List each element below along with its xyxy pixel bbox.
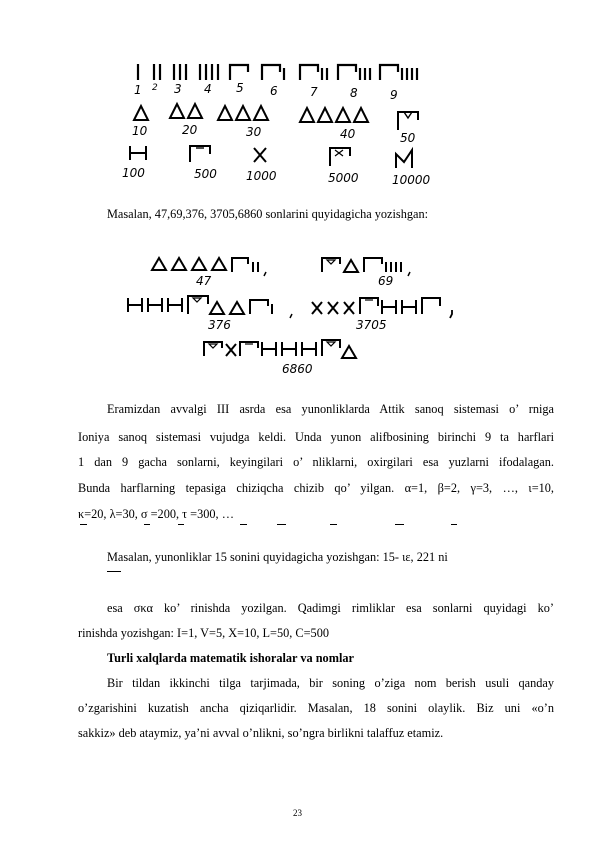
overline-mark [107,571,121,572]
attic-examples-figure [120,252,460,382]
para2-line: rinishda yozishgan: I=1, V=5, X=10, L=50, C=500 [78,626,329,640]
example-label: 47 [196,274,212,288]
example-label: 6860 [282,362,313,376]
overline-mark [178,524,184,525]
page-number: 23 [293,808,302,818]
overline-mark [80,524,87,525]
para2-line: esa σκα ko’ rinishda yozilgan. Qadimgi rimliklar esa sonlarni quyidagi ko’ [107,601,554,615]
numeral-label: 30 [246,125,262,139]
attic-tens-row [134,104,418,130]
numeral-label: 5 [236,81,244,95]
overline-mark [451,524,457,525]
para1-line: Bunda harflarning tepasiga chiziqcha chizib qo’ yilgan. α=1, β=2, γ=3, …, ι=10, [78,481,554,495]
para1-line: Eramizdan avvalgi III asrda esa yunonliklarda Attik sanoq sistemasi o’ rniga [107,402,554,416]
example-6860 [204,340,356,358]
numeral-label: 50 [400,131,416,145]
numeral-label: 1 [134,83,142,97]
numeral-label: 8 [350,86,358,100]
numeral-label: 5000 [328,171,359,185]
section-heading: Turli xalqlarda matematik ishoralar va nomlar [107,651,354,665]
example-label: 3705 [356,318,387,332]
numeral-label: 100 [122,166,145,180]
para1-line: κ=20, λ=30, σ =200, τ =300, … [78,507,234,521]
example-label: 376 [208,318,231,332]
numeral-label: 6 [270,84,278,98]
para1-line: 1 dan 9 gacha sonlarni, keyingilari o’ nliklarni, oxirgilari esa yuzlarni ifodalagan. [78,455,554,469]
example-376 [128,296,292,318]
numeral-label: 500 [194,167,217,181]
caption-examples: Masalan, 47,69,376, 3705,6860 sonlarini quyidagicha yozishgan: [107,207,429,221]
overline-mark [277,524,286,525]
attic-numerals-table [108,50,448,190]
numeral-label: 2 [152,83,158,93]
numeral-label: 10000 [392,173,431,187]
para3-line: Bir tildan ikkinchi tilga tarjimada, bir soning o’ziga nom berish usuli qanday [107,676,554,690]
attic-hundreds-row [130,146,412,168]
numeral-label: 10 [132,124,148,138]
attic-digits-row [138,64,417,80]
example-69 [322,258,410,276]
example-label: 69 [378,274,394,288]
para3-line: o’zgarishini kuzatish ancha qiziqarlidir. Masalan, 18 sonini olaylik. Biz uni «o’n [78,701,554,715]
overline-mark [144,524,150,525]
numeral-label: 7 [310,85,318,99]
numeral-label: 20 [182,123,198,137]
para1-line: Ioniya sanoq sistemasi vujudga keldi. Unda yunon alifbosining birinchi 9 ta harflari [78,430,554,444]
numeral-label: 3 [174,82,182,96]
overline-mark [240,524,247,525]
example-3705 [312,298,452,318]
numeral-label: 9 [390,88,398,102]
numeral-label: 1000 [246,169,277,183]
numeral-label: 4 [204,82,212,96]
example-15-line: Masalan, yunonliklar 15 sonini quyidagicha yozishgan: 15- ιε, 221 ni [107,550,448,564]
numeral-label: 40 [340,127,356,141]
overline-mark [330,524,337,525]
overline-mark [395,524,404,525]
para3-line: sakkiz» deb ataymiz, ya’ni avval o’nlikni, so’ngra birlikni talaffuz etamiz. [78,726,444,740]
